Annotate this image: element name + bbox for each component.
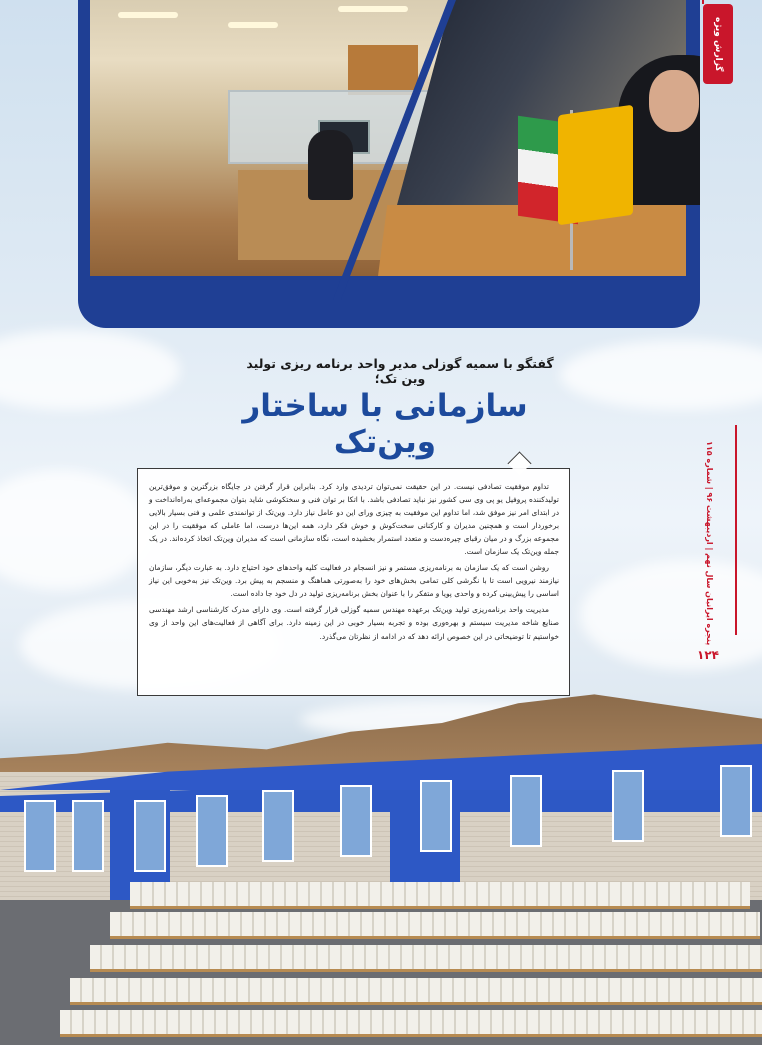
journal-line	[735, 425, 737, 635]
paragraph: تداوم موفقیت تصادفی نیست. در این حقیقت نمی‌توان تردیدی وارد کرد. بنابراین قرار گرفتن در جایگاه بزرگترین و موفق‌ترین تولیدکننده پروفیل یو پی وی سی کشور نیز نباید تصادفی باشد. با اتکا بر توان فنی و سختکوشی شاید بتوان مجموعه‌ای به‌راه‌انداخت و در ابتدای امر نیز موفق شد، اما تداوم این موفقیت به چیزی ورای این دو عامل نیاز دارد. وین‌تک از توانمندی علمی و فنی بسیار بالایی برخوردار است و همچنین مدیران و کارکنانی سخت‌کوش و خوش فکر دارد، همه این‌ها درست، اما عاملی که موفقیت را در این مجموعه بزرگ و در میان رقبای چیره‌دست و متعدد استمرار بخشیده است، نگاه سازمانی است که مدیران وین‌تک اتخاذ کرده‌اند. در یک جمله وین‌تک یک سازمان است.	[149, 482, 559, 557]
profile-pallet	[70, 978, 762, 1005]
profile-pallet	[90, 945, 762, 972]
office-cabinet	[348, 45, 418, 95]
journal-name: پنجره ایرانیان	[705, 590, 714, 645]
profile-pallet	[130, 882, 750, 909]
article-title: سازمانی با ساختار وین‌تک	[242, 388, 528, 460]
factory-window	[24, 800, 56, 872]
factory-window	[420, 780, 452, 852]
factory-window	[340, 785, 372, 857]
journal-info	[688, 425, 714, 645]
profile-pallet	[110, 912, 760, 939]
paragraph: روشن است که یک سازمان به برنامه‌ریزی مستمر و نیز انسجام در فعالیت کلیه واحدهای خود احتیاج دارد. به عبارت دیگر، سازمان نیازمند نیرویی است تا با نگرشی کلی تمامی بخش‌های خود را به‌صورتی هماهنگ و منسجم به پیش برد. وین‌تک نیز به‌خوبی این نیاز اساسی را پیش‌بینی کرده و واحدی پویا و متفکر را با عنوان بخش برنامه‌ریزی تولید در دل خود جا داده است.	[149, 563, 559, 599]
factory-window	[612, 770, 644, 842]
article-body	[149, 480, 559, 646]
article-subtitle: گفتگو با سمیه گوزلی مدیر واحد برنامه ریزی تولید وین تک؛	[246, 356, 554, 386]
header-photo-frame	[78, 0, 700, 328]
company-flag	[558, 105, 633, 226]
profile-pallet	[60, 1010, 762, 1037]
factory-window	[196, 795, 228, 867]
factory-window	[72, 800, 104, 872]
paragraph: مدیریت واحد برنامه‌ریزی تولید وین‌تک برعهده مهندس سمیه گوزلی قرار گرفته است. وی دارای مدرک کارشناسی ارشد مهندسی صنایع شاخه مدیریت سیستم و بهره‌وری بوده و تجربه بسیار خوبی در این زمینه دارد. برای آگاهی از فعالیت‌های این واحد از وی خواستیم تا توضیحاتی در این خصوص ارائه دهد که در ادامه از نظرتان می‌گذرد.	[149, 605, 559, 641]
section-tab-label: گزارش ویژه	[713, 16, 723, 72]
ceiling-light	[118, 12, 178, 18]
journal-details: سال نهم | اردیبهشت ۹۶ | شماره ۱۱۵	[705, 440, 714, 589]
factory-window	[134, 800, 166, 872]
office-worker	[308, 130, 353, 200]
page-number: ۱۲۴	[697, 648, 719, 662]
ceiling-light	[338, 6, 408, 12]
cloud	[560, 340, 762, 410]
ceiling-light	[228, 22, 278, 28]
cloud	[0, 470, 150, 590]
factory-window	[510, 775, 542, 847]
cloud	[0, 330, 180, 410]
tab-line	[702, 0, 704, 4]
factory-window	[720, 765, 752, 837]
interviewee-face	[649, 70, 699, 132]
factory-window	[262, 790, 294, 862]
